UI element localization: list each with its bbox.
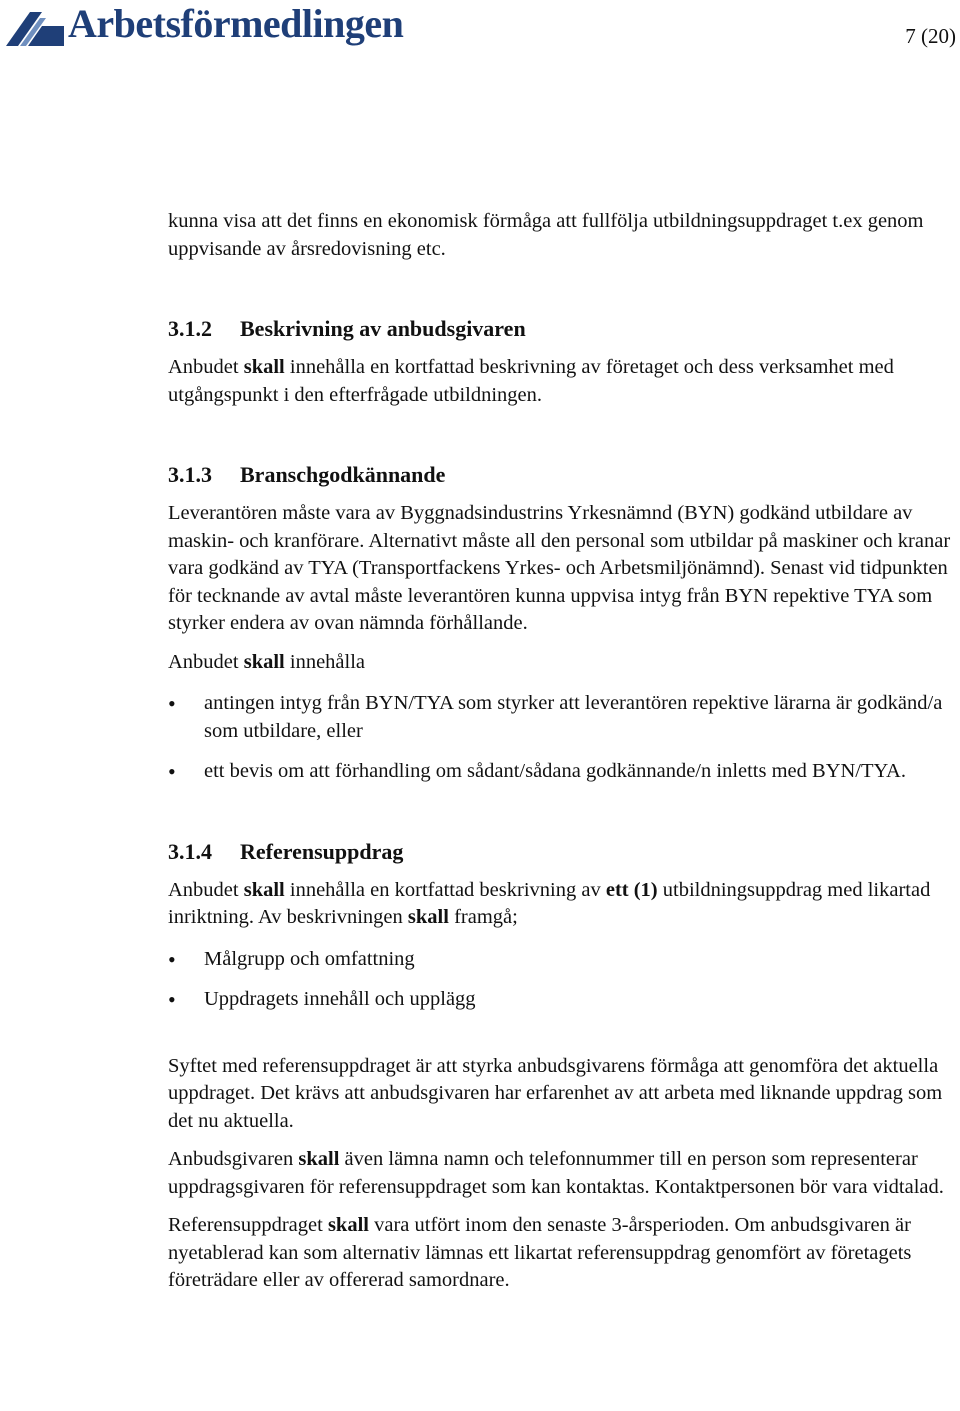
bold-text: skall xyxy=(243,878,285,901)
text-run: Anbudet xyxy=(168,650,244,673)
list-item: • Uppdragets innehåll och upplägg xyxy=(168,986,958,1014)
bold-text: skall xyxy=(243,356,285,378)
bullet-list xyxy=(168,946,958,1014)
paragraph xyxy=(168,877,958,932)
paragraph xyxy=(168,354,958,409)
paragraph xyxy=(168,649,958,677)
document-body xyxy=(168,208,958,1295)
bold-text: skall xyxy=(243,650,285,673)
arbetsformedlingen-logo xyxy=(6,1,404,46)
bold-text: skall xyxy=(407,906,449,928)
text-run: Anbudsgivaren xyxy=(168,1148,299,1170)
paragraph xyxy=(168,1212,958,1295)
section-heading-313 xyxy=(168,461,958,489)
page-number: 7 (20) xyxy=(905,24,956,48)
text-run: Referensuppdraget xyxy=(168,1214,328,1236)
bold-text: skall xyxy=(327,1214,369,1236)
paragraph: Syftet med referensuppdraget är att styrka anbudsgivarens förmåga att genomföra det aktuella uppdraget. Det krävs att anbudsgivaren har erfarenhet av att arbeta med liknande uppdrag som det nu aktuella. xyxy=(168,1054,943,1132)
section-title: Beskrivning av anbudsgivaren xyxy=(240,316,526,341)
list-item: • antingen intyg från BYN/TYA som styrker att leverantören repektive lärarna är godkänd/a som utbildare, eller xyxy=(168,690,958,745)
text-run: Anbudet xyxy=(168,878,244,901)
text-run: Anbudet xyxy=(168,356,244,378)
logo-text: Arbetsförmedlingen xyxy=(68,1,404,46)
intro-paragraph: kunna visa att det finns en ekonomisk förmåga att fullfölja utbildningsuppdraget t.ex genom uppvisande av årsredovisning etc. xyxy=(168,210,924,260)
section-title: Branschgodkännande xyxy=(240,462,446,487)
list-item: • ett bevis om att förhandling om sådant/sådana godkännande/n inletts med BYN/TYA. xyxy=(168,758,958,786)
paragraph: Leverantören måste vara av Byggnadsindustrins Yrkesnämnd (BYN) godkänd utbildare av maskin- och kranförare. Alternativt måste all den personal som utbildar på maskiner och kranar vara godkänd av TYA (Transportfackens Yrkes- och Arbetsmiljönämnd). Senast vid tidpunkten för tecknande av avtal måste leverantören kunna uppvisa intyg från BYN repektive TYA som styrker endera av ovan nämnda förhållande. xyxy=(168,502,951,634)
section-heading-312 xyxy=(168,315,958,343)
text-run: innehålla en kortfattad beskrivning av xyxy=(284,878,606,901)
logo-mark-icon xyxy=(6,8,64,46)
text-run: utbildningsuppdrag med likartad inriktning. Av beskrivningen xyxy=(168,878,931,928)
text-run: även lämna namn och telefonnummer till en person som representerar uppdragsgivaren för referensuppdraget som kan kontaktas. Kontaktpersonen bör vara vidtalad. xyxy=(168,1148,944,1198)
section-number: 3.1.2 xyxy=(168,316,212,341)
section-number: 3.1.4 xyxy=(168,838,212,864)
section-heading-314 xyxy=(168,838,958,866)
text-run: framgå; xyxy=(448,906,518,928)
section-number: 3.1.3 xyxy=(168,462,212,487)
paragraph xyxy=(168,1146,958,1201)
text-run: innehålla xyxy=(284,650,366,673)
list-item: • Målgrupp och omfattning xyxy=(168,946,958,974)
section-title: Referensuppdrag xyxy=(240,838,404,864)
bold-text: skall xyxy=(298,1148,340,1170)
bullet-list xyxy=(168,690,958,786)
text-run: vara utfört inom den senaste 3-årsperioden. Om anbudsgivaren är nyetablerad kan som alternativ lämnas ett likartat referensuppdrag genomfört av företagets företrädare eller av offererad samordnare. xyxy=(168,1214,912,1291)
text-run: innehålla en kortfattad beskrivning av företaget och dess verksamhet med utgångspunkt i den efterfrågade utbildningen. xyxy=(168,356,894,406)
bold-text: ett (1) xyxy=(605,878,658,901)
